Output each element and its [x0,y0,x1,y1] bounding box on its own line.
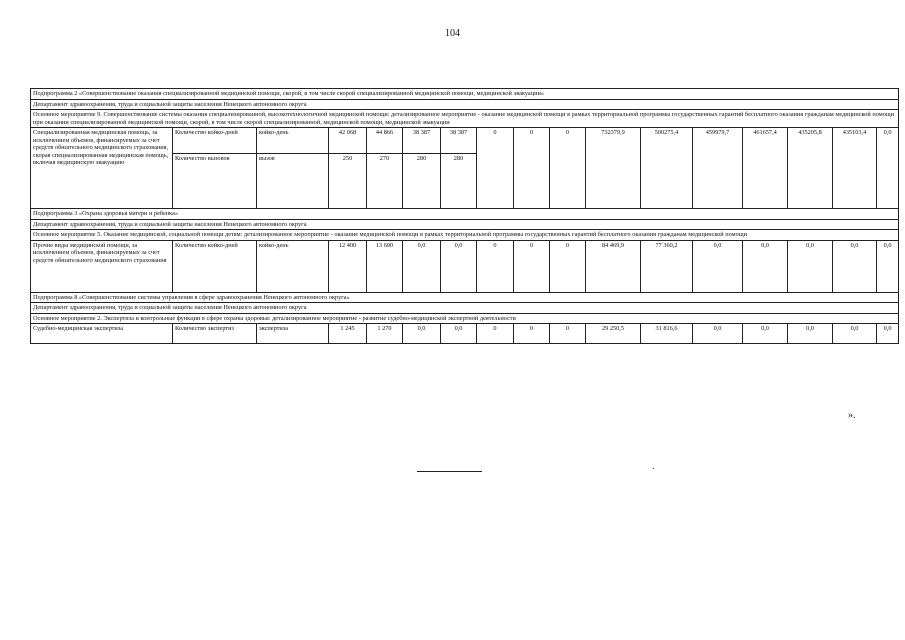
department-row [31,99,899,110]
measure-row [31,313,899,324]
value-cell: 435205,8 [788,128,833,209]
indicator-name: Количество койко-дней [173,240,257,292]
activity-name: Прочие виды медицинской помощи, за исключением объемов, финансируемых за счет средств обязательного медицинского страхования [31,240,173,292]
unit-name: экспертиза [257,324,329,344]
subprogram-row [31,292,899,303]
volume-cell: 280 [441,154,477,209]
value-cell: 0 [477,324,514,344]
volume-cell: 0,0 [441,324,477,344]
subprogram-row [31,209,899,220]
unit-name: койко-день [257,128,329,154]
subprogram-row [31,89,899,100]
indicator-name: Количество экспертиз [173,324,257,344]
measure-row [31,110,899,128]
volume-cell: 42 068 [329,128,367,154]
value-cell: 0 [550,324,586,344]
scan-speck [653,468,654,469]
volume-cell: 0,0 [403,240,441,292]
value-cell: 0 [514,240,550,292]
page-number: 104 [445,28,460,39]
value-cell: 31 816,6 [641,324,693,344]
volume-cell: 0,0 [441,240,477,292]
subprogram-title: Подпрограмма 2 «Совершенствование оказания специализированной медицинской помощи, скорой, в том числе скорой специализированной медицинской помощи, медицинской эвакуации» [31,89,899,100]
unit-name: вызов [257,154,329,209]
department-name: Департамент здравоохранения, труда и социальной защиты населения Ненецкого автономного округа [31,99,899,110]
value-cell: 29 250,5 [586,324,641,344]
value-cell: 459979,7 [693,128,743,209]
volume-cell: 38 387 [403,128,441,154]
value-cell: 0,0 [833,324,877,344]
activity-name: Специализированная медицинская помощь, за исключением объемов, финансируемых за счет средств обязательного медицинского страхования, скорая специализированная медицинская помощь, включая медицинскую эвакуацию [31,128,173,209]
department-name: Департамент здравоохранения, труда и социальной защиты населения Ненецкого автономного округа [31,219,899,230]
activity-name: Судебно-медицинская экспертиза [31,324,173,344]
value-cell: 84 469,9 [586,240,641,292]
volume-cell: 0,0 [403,324,441,344]
value-cell: 77 360,2 [641,240,693,292]
value-cell: 500275,4 [641,128,693,209]
measure-description: Основное мероприятие 5. Оказание медицинской, социальной помощи детям: детализированное мероприятие - оказание медицинской помощи в рамках территориальной программы государственных гарантий бесплатного оказания гражданам медицинской помощи [31,230,899,241]
volume-cell: 270 [367,154,403,209]
volume-cell: 38 387 [441,128,477,154]
value-cell: 0,0 [693,240,743,292]
table-row [31,240,899,292]
subprogram-title: Подпрограмма 3 «Охрана здоровья матери и ребенка» [31,209,899,220]
value-cell: 0,0 [833,240,877,292]
volume-cell: 1 270 [367,324,403,344]
value-cell: 0 [514,128,550,209]
program-table [30,88,899,344]
value-cell: 0 [477,240,514,292]
volume-cell: 13 600 [367,240,403,292]
value-cell: 0,0 [788,240,833,292]
value-cell: 0 [550,240,586,292]
department-row [31,219,899,230]
unit-name: койко-день [257,240,329,292]
volume-cell: 250 [329,154,367,209]
volume-cell: 12 400 [329,240,367,292]
measure-description: Основное мероприятие 9. Совершенствование системы оказания специализированной, высокотехнологичной медицинской помощи: детализированное мероприятие - оказание медицинской помощи в рамках территориальной программы государственных гарантий бесплатного оказания гражданам медицинской помощи при оказании специализированной медицинской помощи, скорой, в том числе скорой специализированной, медицинской помощи, медицинской эвакуации [31,110,899,128]
measure-row [31,230,899,241]
value-cell: 0,0 [788,324,833,344]
volume-cell: 44 866 [367,128,403,154]
value-cell: 0,0 [693,324,743,344]
department-name: Департамент здравоохранения, труда и социальной защиты населения Ненецкого автономного округа [31,303,899,314]
bottom-divider [417,471,482,472]
table-row [31,128,899,154]
value-cell: 732379,9 [586,128,641,209]
table-row [31,324,899,344]
value-cell: 0,0 [743,324,788,344]
subprogram-title: Подпрограмма 8 «Совершенствование системы управления в сфере здравоохранения Ненецкого автономного округа» [31,292,899,303]
volume-cell: 1 245 [329,324,367,344]
closing-quote-mark: ». [848,410,856,421]
indicator-name: Количество вызовов [173,154,257,209]
measure-description: Основное мероприятие 2. Экспертиза и контрольные функции в сфере охраны здоровья: детализированное мероприятие - развитие судебно-медицинской экспертной деятельности [31,313,899,324]
volume-cell: 280 [403,154,441,209]
value-cell: 0 [550,128,586,209]
department-row [31,303,899,314]
value-cell: 0 [477,128,514,209]
value-cell: 0,0 [743,240,788,292]
value-cell: 435103,4 [833,128,877,209]
value-cell: 0,0 [877,240,899,292]
indicator-name: Количество койко-дней [173,128,257,154]
value-cell: 461657,4 [743,128,788,209]
value-cell: 0,0 [877,324,899,344]
value-cell: 0 [514,324,550,344]
value-cell: 0,0 [877,128,899,209]
